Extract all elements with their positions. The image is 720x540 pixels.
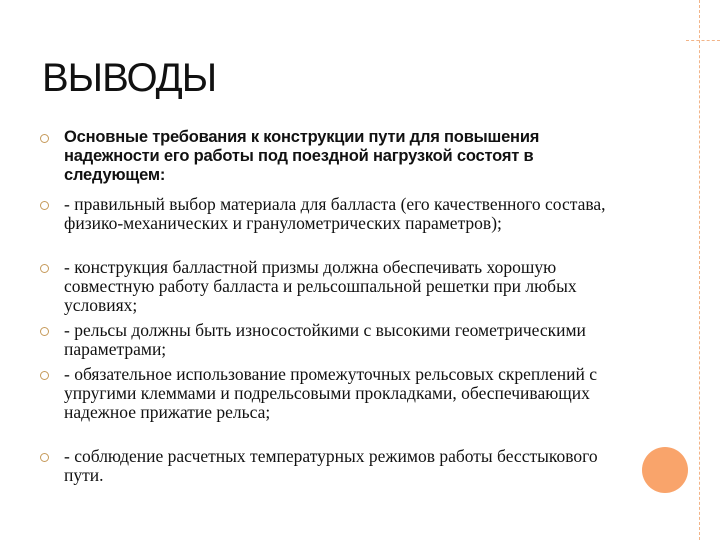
- decorative-orange-circle: [642, 447, 688, 493]
- bullet-marker-icon: [40, 201, 49, 210]
- bullet-text: - правильный выбор материала для балласта (его качественного состава, физико-механических и гранулометрических параметров);: [64, 194, 606, 233]
- bullet-text: - рельсы должны быть износостойкими с высокими геометрическими параметрами;: [64, 320, 586, 359]
- bullet-marker-icon: [40, 134, 49, 143]
- bullet-marker-icon: [40, 453, 49, 462]
- slide-title: ВЫВОДЫ: [42, 56, 217, 100]
- bullet-marker-icon: [40, 327, 49, 336]
- bullet-marker-icon: [40, 264, 49, 273]
- bullet-text: Основные требования к конструкции пути для повышения надежности его работы под поездной нагрузкой состоят в следующем:: [64, 128, 540, 184]
- bullet-marker-icon: [40, 371, 49, 380]
- decorative-frame-horizontal-line: [686, 40, 720, 41]
- bullet-text: - конструкция балластной призмы должна обеспечивать хорошую совместную работу балласта и рельсошпальной решетки при любых условиях;: [64, 257, 577, 315]
- bullet-text: - соблюдение расчетных температурных режимов работы бесстыкового пути.: [64, 446, 598, 485]
- bullet-text: - обязательное использование промежуточных рельсовых скреплений с упругими клеммами и подрельсовыми прокладками, обеспечивающих надежное прижатие рельса;: [64, 364, 598, 422]
- decorative-frame-vertical-line: [699, 0, 700, 540]
